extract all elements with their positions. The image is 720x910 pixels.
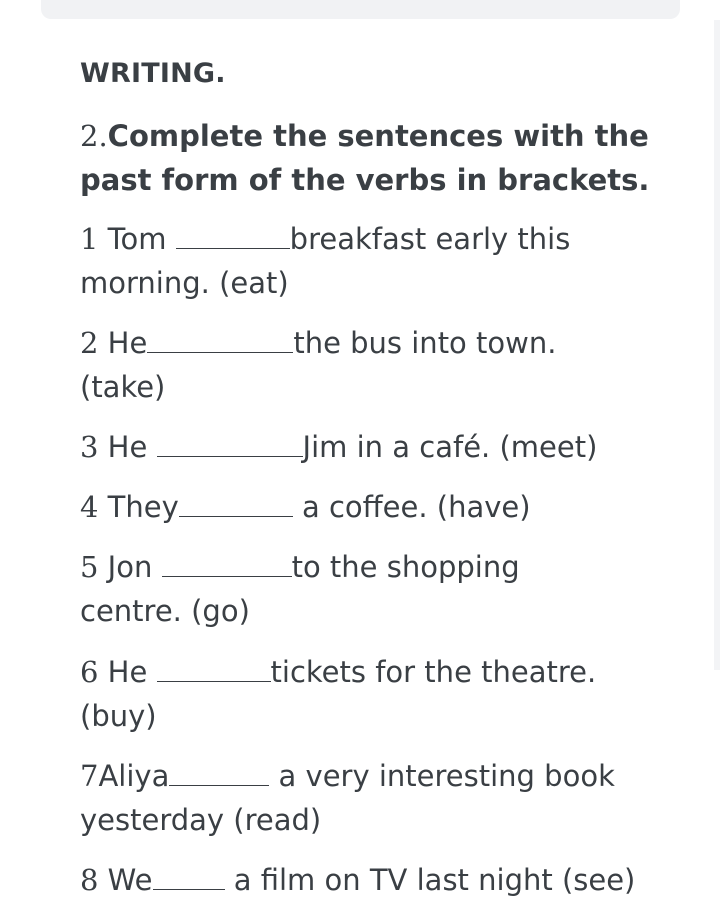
answer-blank[interactable] bbox=[176, 226, 290, 249]
sentence-line-2: (take) bbox=[80, 370, 166, 404]
sentence-post: a film on TV last night (see) bbox=[224, 863, 636, 897]
sentence-8 bbox=[80, 858, 635, 902]
task-text-1: Complete the sentences with the bbox=[107, 119, 649, 153]
scrollbar-track bbox=[714, 20, 720, 670]
sentence-number: 2 bbox=[80, 326, 99, 360]
sentence-pre: Jon bbox=[98, 550, 162, 584]
sentence-pre: He bbox=[98, 326, 148, 360]
sentence-number: 5 bbox=[80, 550, 99, 584]
answer-blank[interactable] bbox=[157, 659, 271, 682]
sentence-line-2: centre. (go) bbox=[80, 594, 250, 628]
sentence-post: a very interesting book bbox=[269, 759, 615, 793]
sentence-number: 8 bbox=[80, 863, 99, 897]
sentence-number: 3 bbox=[80, 430, 99, 464]
task-number: 2. bbox=[80, 119, 108, 153]
sentence-post: a coffee. (have) bbox=[292, 490, 531, 524]
sentence-2 bbox=[80, 321, 556, 409]
sentence-post: breakfast early this bbox=[289, 222, 571, 256]
answer-blank[interactable] bbox=[162, 554, 292, 577]
sentence-1 bbox=[80, 217, 570, 305]
sentence-number: 7 bbox=[80, 759, 99, 793]
sentence-6 bbox=[80, 650, 596, 738]
sentence-post: the bus into town. bbox=[293, 326, 557, 360]
answer-blank[interactable] bbox=[153, 867, 225, 890]
sentence-post: tickets for the theatre. bbox=[270, 655, 597, 689]
sentence-5 bbox=[80, 545, 520, 633]
sentence-post: to the shopping bbox=[291, 550, 520, 584]
section-heading: WRITING. bbox=[80, 58, 226, 89]
answer-blank[interactable] bbox=[179, 494, 293, 517]
sentence-pre: They bbox=[98, 490, 179, 524]
sentence-line-2: morning. (eat) bbox=[80, 266, 289, 300]
task-line-1 bbox=[80, 114, 649, 158]
answer-blank[interactable] bbox=[147, 330, 293, 353]
sentence-line-2: yesterday (read) bbox=[80, 803, 322, 837]
sentence-line-2: (buy) bbox=[80, 699, 157, 733]
sentence-pre: Tom bbox=[98, 222, 176, 256]
sentence-pre: We bbox=[98, 863, 153, 897]
sentence-number: 4 bbox=[80, 490, 99, 524]
sentence-pre: He bbox=[98, 655, 157, 689]
sentence-number: 1 bbox=[80, 222, 99, 256]
sentence-7 bbox=[80, 754, 615, 842]
sentence-post: Jim in a café. (meet) bbox=[302, 430, 598, 464]
answer-blank[interactable] bbox=[169, 763, 269, 786]
task-instruction bbox=[80, 114, 649, 202]
sentence-pre: He bbox=[98, 430, 157, 464]
sentence-pre: Aliya bbox=[98, 759, 170, 793]
task-line-2: past form of the verbs in brackets. bbox=[80, 163, 650, 197]
sentence-4 bbox=[80, 485, 531, 529]
sentence-number: 6 bbox=[80, 655, 99, 689]
sentence-3 bbox=[80, 425, 597, 469]
answer-blank[interactable] bbox=[157, 434, 303, 457]
top-panel bbox=[41, 0, 680, 19]
